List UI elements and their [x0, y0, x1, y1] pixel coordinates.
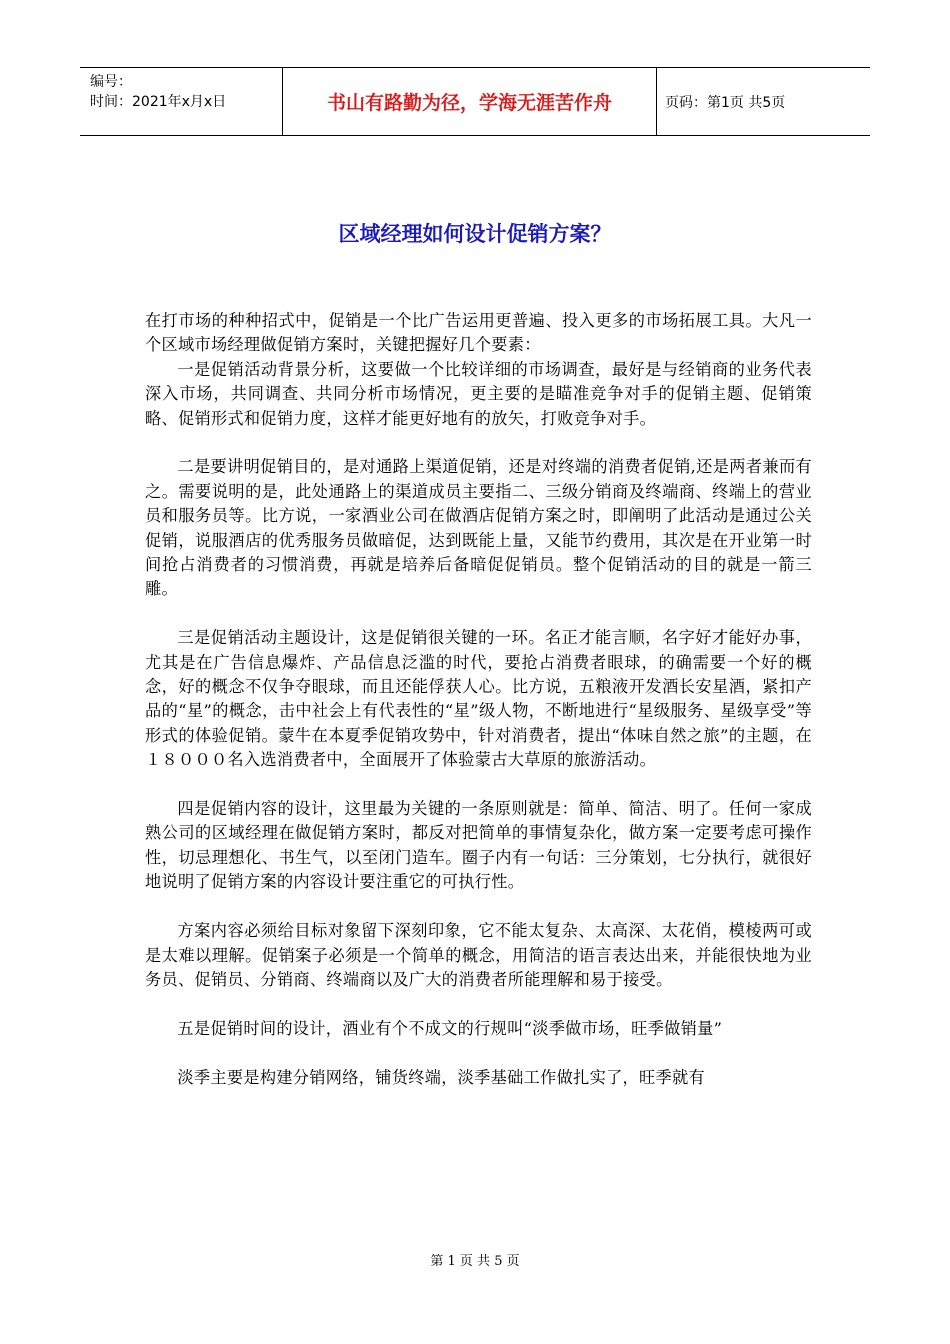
paragraph-off-season: 淡季主要是构建分销网络，铺货终端，淡季基础工作做扎实了，旺季就有 — [177, 1067, 705, 1087]
paragraph-content-impression: 方案内容必须给目标对象留下深刻印象，它不能太复杂、太高深、太花俏，模棱两可或是太难以理解。促销案子必须是一个简单的概念，用简洁的语言表达出来，并能很快地为业务员、促销员、分销商、终端商以及广大的消费者所能理解和易于接受。 — [145, 921, 812, 989]
header-page-info: 页码：第1页 共5页 — [665, 94, 786, 111]
paragraph-background-analysis: 一是促销活动背景分析，这要做一个比较详细的市场调查，最好是与经销商的业务代表深入市场，共同调查、共同分析市场情况，更主要的是瞄准竞争对手的促销主题、促销策略、促销形式和促销力度，这样才能更好地有的放矢，打败竞争对手。 — [145, 359, 812, 428]
paragraph-intro: 在打市场的种种招式中，促销是一个比广告运用更普遍、投入更多的市场拓展工具。大凡一个区域市场经理做促销方案时，关键把握好几个要素： — [145, 311, 812, 355]
document-header — [80, 67, 870, 136]
paragraph-content-design: 四是促销内容的设计，这里最为关键的一条原则就是：简单、简洁、明了。任何一家成熟公司的区域经理在做促销方案时，都反对把简单的事情复杂化，做方案一定要考虑可操作性，切忌理想化、书生气，以至闭门造车。圈子内有一句话：三分策划，七分执行，就很好地说明了促销方案的内容设计要注重它的可执行性。 — [145, 799, 812, 892]
document-time-label: 时间：2021年x月x日 — [90, 94, 227, 110]
paragraph-time-design: 五是促销时间的设计，酒业有个不成文的行规叫“淡季做市场，旺季做销量” — [177, 1018, 723, 1038]
paragraph-theme-design: 三是促销活动主题设计，这是促销很关键的一环。名正才能言顺，名字好才能好办事，尤其是在广告信息爆炸、产品信息泛滥的时代，要抢占消费者眼球，的确需要一个好的概念，好的概念不仅争夺眼球，而且还能俘获人心。比方说，五粮液开发酒长安星酒，紧扣产品的“星”的概念，击中社会上有代表性的“星”级人物，不断地进行“星级服务、星级享受”等形式的体验促销。蒙牛在本夏季促销攻势中，针对消费者，提出“体味自然之旅”的主题，在１８０００名入选消费者中，全面展开了体验蒙古大草原的旅游活动。 — [145, 628, 812, 770]
header-meta — [80, 68, 283, 135]
paragraph-promotion-purpose: 二是要讲明促销目的，是对通路上渠道促销，还是对终端的消费者促销,还是两者兼而有之。需要说明的是，此处通路上的渠道成员主要指二、三级分销商及终端商、终端上的营业员和服务员等。比方说，一家酒业公司在做酒店促销方案之时，即阐明了此活动是通过公关促销，说服酒店的优秀服务员做暗促，达到既能上量，又能节约费用，其次是在开业第一时间抢占消费者的习惯消费，再就是培养后备暗促促销员。整个促销活动的目的就是一箭三雕。 — [145, 457, 812, 599]
document-title: 区域经理如何设计促销方案？ — [338, 222, 612, 246]
header-motto: 书山有路勤为径，学海无涯苦作舟 — [283, 68, 657, 135]
page-footer: 第 1 页 共 5 页 — [430, 1254, 520, 1269]
document-number-label: 编号： — [90, 74, 132, 90]
document-body — [145, 309, 812, 1090]
